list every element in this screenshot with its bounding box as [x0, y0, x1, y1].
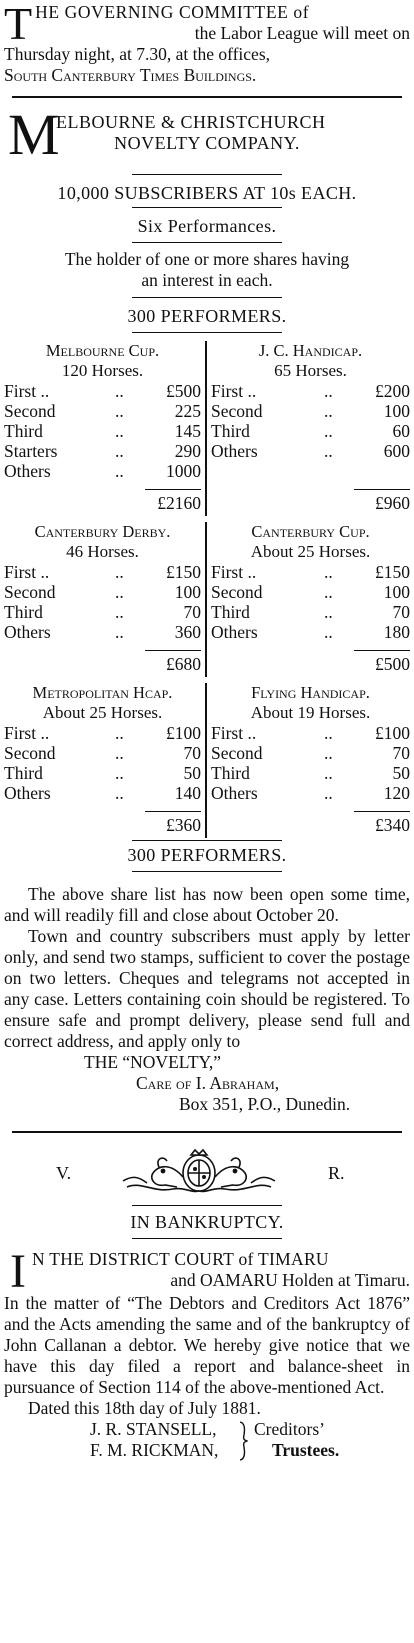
prize-leader: ..: [324, 783, 333, 803]
prize-row: [4, 441, 201, 461]
prize-row: [211, 783, 410, 803]
divider-short: [132, 297, 282, 298]
race-title: Canterbury Cup.: [251, 522, 370, 541]
subscribers-line: 10,000 SUBSCRIBERS AT 10s EACH.: [57, 183, 357, 203]
prize-row: [4, 763, 201, 783]
prize-place: Third: [4, 602, 43, 622]
royal-cipher-v: V.: [56, 1163, 72, 1183]
prize-place: Others: [4, 461, 51, 481]
holder-line-2: an interest in each.: [141, 270, 273, 290]
prize-amount: 360: [174, 622, 201, 642]
race-horses: 65 Horses.: [274, 361, 347, 380]
royal-cipher-r: R.: [328, 1163, 345, 1183]
subscriber-instructions: Town and country subscribers must apply by letter only, and send two stamps, sufficient to cover the postage on two letters. Cheques and telegrams not accepted in any case. Letters containing coin should be registered. To ensure safe and prompt delivery, please send full and correct address, and apply only to: [4, 926, 410, 1051]
race-tables: [4, 341, 410, 838]
prize-place: Third: [4, 421, 43, 441]
performances-line: Six Performances.: [137, 216, 277, 236]
prize-amount: 100: [383, 582, 410, 602]
prize-amount: 100: [383, 401, 410, 421]
prize-row: [4, 783, 201, 803]
prize-place: Third: [4, 763, 43, 783]
prize-leader: ..: [324, 381, 333, 401]
brace-icon: [238, 1421, 248, 1461]
prize-place: First ..: [211, 381, 257, 401]
royal-coat-of-arms-icon: [119, 1147, 279, 1195]
novelty-heading: [4, 102, 410, 167]
prize-row: [211, 381, 410, 401]
trustees-block: [4, 1419, 410, 1463]
prize-row: [4, 622, 201, 642]
prize-row-empty: [211, 461, 410, 481]
race-column: [207, 683, 410, 838]
prize-amount: 180: [383, 622, 410, 642]
race-horses: About 25 Horses.: [250, 542, 371, 561]
holder-line-1: The holder of one or more shares having: [64, 249, 350, 269]
prize-leader: ..: [115, 622, 124, 642]
race-total: £2160: [157, 493, 201, 513]
committee-notice: [4, 0, 410, 86]
race-total: £340: [375, 815, 410, 835]
novelty-heading-line-2: NOVELTY COMPANY.: [114, 133, 300, 153]
drop-cap-m: M: [8, 102, 60, 167]
race-title: Canterbury Derby.: [34, 522, 171, 541]
address-line-1: THE “NOVELTY,”: [84, 1052, 222, 1072]
prize-leader: ..: [115, 723, 124, 743]
race-pair: [4, 341, 410, 516]
race-title: Metropolitan Hcap.: [32, 683, 173, 702]
divider-short: [132, 174, 282, 175]
race-column: [4, 522, 207, 677]
prize-place: First ..: [211, 562, 257, 582]
committee-line-1: HE GOVERNING COMMITTEE of: [35, 2, 310, 22]
prize-leader: ..: [115, 602, 124, 622]
prize-amount: 145: [174, 421, 201, 441]
race-column: [4, 341, 207, 516]
divider-short: [132, 1238, 282, 1239]
race-column: [4, 683, 207, 838]
drop-cap-t: T: [4, 0, 33, 49]
address-line-2: Care of I. Abraham,: [136, 1073, 280, 1093]
prize-amount: 600: [383, 441, 410, 461]
prize-amount: 70: [392, 602, 410, 622]
trustee-1: J. R. STANSELL,: [90, 1419, 217, 1439]
committee-line-2: the Labor League will meet on: [194, 23, 410, 43]
prize-row: [4, 421, 201, 441]
race-total: £360: [166, 815, 201, 835]
bankruptcy-heading: IN BANKRUPTCY.: [130, 1212, 284, 1232]
prize-leader: ..: [115, 582, 124, 602]
prize-amount: 225: [174, 401, 201, 421]
prize-leader: ..: [115, 461, 124, 481]
address-line-3: Box 351, P.O., Dunedin.: [179, 1094, 351, 1114]
divider-short: [132, 332, 282, 333]
prize-leader: ..: [324, 622, 333, 642]
prize-amount: 70: [183, 602, 201, 622]
race-horses: 120 Horses.: [61, 361, 144, 380]
divider: [12, 96, 402, 98]
prize-place: Second: [211, 582, 263, 602]
prize-row: [211, 401, 410, 421]
performers-heading: 300 PERFORMERS.: [127, 306, 287, 326]
race-title: Flying Handicap.: [251, 683, 370, 702]
prize-place: Third: [211, 602, 250, 622]
prize-row: [4, 562, 201, 582]
race-title: Melbourne Cup.: [45, 341, 160, 360]
prize-place: Others: [4, 783, 51, 803]
performers-heading-repeat: 300 PERFORMERS.: [127, 845, 287, 865]
prize-leader: ..: [324, 421, 333, 441]
prize-amount: £500: [166, 381, 201, 401]
prize-leader: ..: [115, 421, 124, 441]
prize-place: Others: [211, 622, 258, 642]
prize-amount: 50: [392, 763, 410, 783]
prize-amount: 60: [392, 421, 410, 441]
prize-amount: £150: [375, 562, 410, 582]
court-line-2: and OAMARU Holden at Timaru.: [170, 1270, 410, 1290]
prize-amount: 120: [383, 783, 410, 803]
prize-place: Others: [4, 622, 51, 642]
prize-leader: ..: [324, 441, 333, 461]
divider-short: [132, 207, 282, 208]
prize-row: [4, 381, 201, 401]
prize-leader: ..: [324, 582, 333, 602]
prize-leader: ..: [115, 562, 124, 582]
prize-row: [211, 421, 410, 441]
prize-amount: £150: [166, 562, 201, 582]
prize-place: Second: [211, 743, 263, 763]
prize-row: [4, 602, 201, 622]
race-column: [207, 522, 410, 677]
prize-place: First ..: [211, 723, 257, 743]
prize-amount: £200: [375, 381, 410, 401]
bankruptcy-body: In the matter of “The Debtors and Creditors Act 1876” and the Acts amending the same and of the bankruptcy of John Callanan a debtor. We hereby give notice that we have this day filed a report and balance-sheet in pursuance of Section 114 of the above-mentioned Act.: [4, 1293, 410, 1397]
race-horses: About 25 Horses.: [42, 703, 163, 722]
prize-amount: £100: [166, 723, 201, 743]
court-line-1: N THE DISTRICT COURT of TIMARU: [31, 1249, 329, 1269]
prize-place: First ..: [4, 723, 50, 743]
share-list-paragraph: The above share list has now been open some time, and will readily fill and close about October 20.: [4, 884, 410, 925]
prize-amount: 50: [183, 763, 201, 783]
prize-row: [4, 461, 201, 481]
prize-place: Second: [4, 401, 56, 421]
drop-cap-i: I: [10, 1245, 26, 1298]
race-horses: About 19 Horses.: [250, 703, 371, 722]
trustee-role-2: Trustees.: [272, 1440, 340, 1460]
trustee-role-1: Creditors’: [254, 1419, 325, 1439]
prize-amount: £100: [375, 723, 410, 743]
race-total: £960: [375, 493, 410, 513]
prize-row: [211, 602, 410, 622]
prize-amount: 140: [174, 783, 201, 803]
prize-amount: 70: [392, 743, 410, 763]
race-total: £680: [166, 654, 201, 674]
divider-short: [132, 871, 282, 872]
prize-leader: ..: [115, 783, 124, 803]
prize-place: Second: [211, 401, 263, 421]
prize-row: [211, 723, 410, 743]
prize-leader: ..: [324, 743, 333, 763]
prize-place: First ..: [4, 562, 50, 582]
divider: [12, 1131, 402, 1133]
prize-row: [211, 743, 410, 763]
prize-amount: 100: [174, 582, 201, 602]
prize-leader: ..: [115, 743, 124, 763]
novelty-heading-line-1: ELBOURNE & CHRISTCHURCH: [56, 112, 326, 132]
prize-place: Third: [211, 421, 250, 441]
prize-leader: ..: [115, 763, 124, 783]
prize-place: First ..: [4, 381, 50, 401]
prize-place: Others: [211, 783, 258, 803]
trustee-2: F. M. RICKMAN,: [90, 1440, 219, 1460]
divider-short: [132, 1205, 282, 1206]
race-column: [207, 341, 410, 516]
committee-line-3: Thursday night, at 7.30, at the offices,: [4, 44, 271, 64]
prize-amount: 1000: [166, 461, 201, 481]
holder-text: [4, 249, 410, 291]
prize-row: [211, 763, 410, 783]
prize-leader: ..: [324, 723, 333, 743]
race-pair: [4, 683, 410, 838]
prize-amount: 70: [183, 743, 201, 763]
royal-crest-line: [4, 1143, 410, 1197]
prize-row: [211, 582, 410, 602]
prize-row: [4, 582, 201, 602]
prize-place: Third: [211, 763, 250, 783]
prize-leader: ..: [324, 401, 333, 421]
prize-row: [4, 401, 201, 421]
prize-row: [4, 723, 201, 743]
prize-leader: ..: [324, 763, 333, 783]
prize-row: [211, 441, 410, 461]
prize-row: [211, 562, 410, 582]
prize-leader: ..: [324, 602, 333, 622]
prize-amount: 290: [174, 441, 201, 461]
prize-row: [211, 622, 410, 642]
bankruptcy-notice: [4, 1245, 410, 1419]
prize-row: [4, 743, 201, 763]
prize-leader: ..: [324, 562, 333, 582]
prize-leader: ..: [115, 401, 124, 421]
dated-line: Dated this 18th day of July 1881.: [28, 1398, 261, 1418]
prize-leader: ..: [115, 381, 124, 401]
race-pair: [4, 522, 410, 677]
committee-line-4: South Canterbury Times Buildings.: [4, 65, 257, 85]
novelty-address: [4, 1052, 410, 1115]
prize-leader: ..: [115, 441, 124, 461]
race-title: J. C. Handicap.: [258, 341, 363, 360]
prize-place: Second: [4, 743, 56, 763]
race-horses: 46 Horses.: [66, 542, 139, 561]
divider-short: [132, 242, 282, 243]
prize-place: Second: [4, 582, 56, 602]
prize-place: Others: [211, 441, 258, 461]
prize-place: Starters: [4, 441, 58, 461]
race-total: £500: [375, 654, 410, 674]
